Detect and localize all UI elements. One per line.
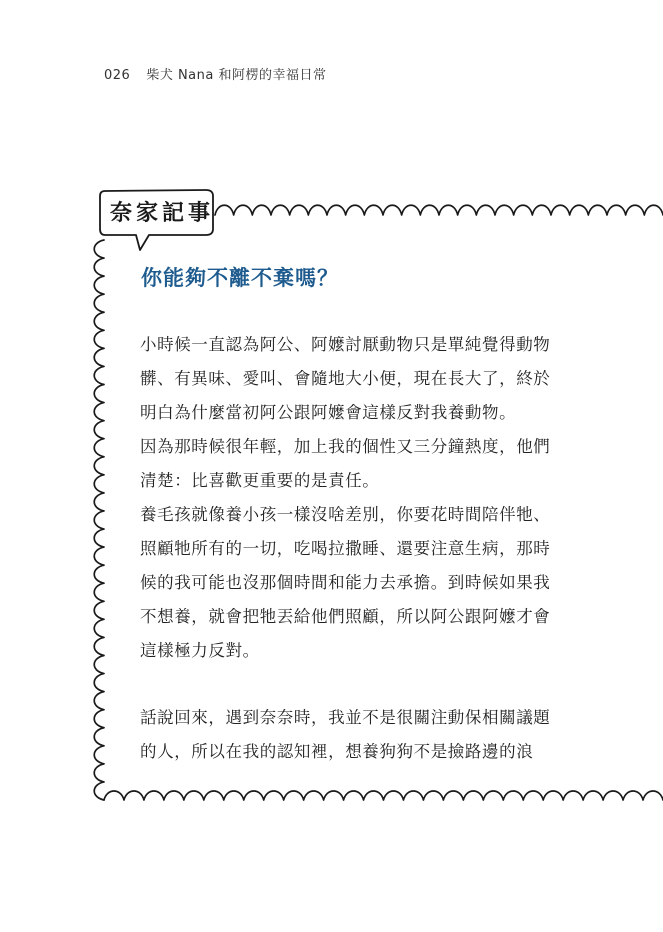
- text-line: 養毛孩就像養小孩一樣沒啥差別，你要花時間陪伴牠、: [140, 505, 551, 524]
- text-line: 明白為什麼當初阿公跟阿嬤會這樣反對我養動物。: [140, 403, 517, 422]
- article-title: 你能夠不離不棄嗎？: [141, 265, 339, 290]
- text-line: 小時候一直認為阿公、阿嬤討厭動物只是單純覺得動物: [140, 335, 551, 354]
- text-line: 這樣極力反對。: [140, 641, 260, 660]
- paragraph-gap: [140, 668, 580, 701]
- tag-label: 奈家記事: [109, 201, 214, 226]
- text-line: 清楚：比喜歡更重要的是責任。: [140, 471, 380, 490]
- scallop-edge: [104, 791, 663, 800]
- text-line: 因為那時候很年輕，加上我的個性又三分鐘熱度，他們: [140, 437, 551, 456]
- paragraph: [140, 328, 580, 668]
- text-line: 不想養，就會把牠丟給他們照顧，所以阿公跟阿嬤才會: [140, 607, 551, 626]
- paragraph: [140, 701, 580, 769]
- scallop-edge: [94, 240, 104, 800]
- scallop-edge: [215, 205, 663, 215]
- text-line: 話說回來，遇到奈奈時，我並不是很關注動保相關議題: [140, 708, 551, 727]
- text-line: 髒、有異味、愛叫、會隨地大小便，現在長大了，終於: [140, 369, 551, 388]
- book-title: 柴犬 Nana 和阿楞的幸福日常: [146, 68, 327, 83]
- text-line: 候的我可能也沒那個時間和能力去承擔。到時候如果我: [140, 573, 551, 592]
- text-line: 照顧牠所有的一切，吃喝拉撒睡、還要注意生病，那時: [140, 539, 551, 558]
- page-number: 026: [104, 68, 131, 83]
- body-text: [140, 328, 580, 769]
- text-line: 的人，所以在我的認知裡，想養狗狗不是撿路邊的浪: [140, 742, 534, 761]
